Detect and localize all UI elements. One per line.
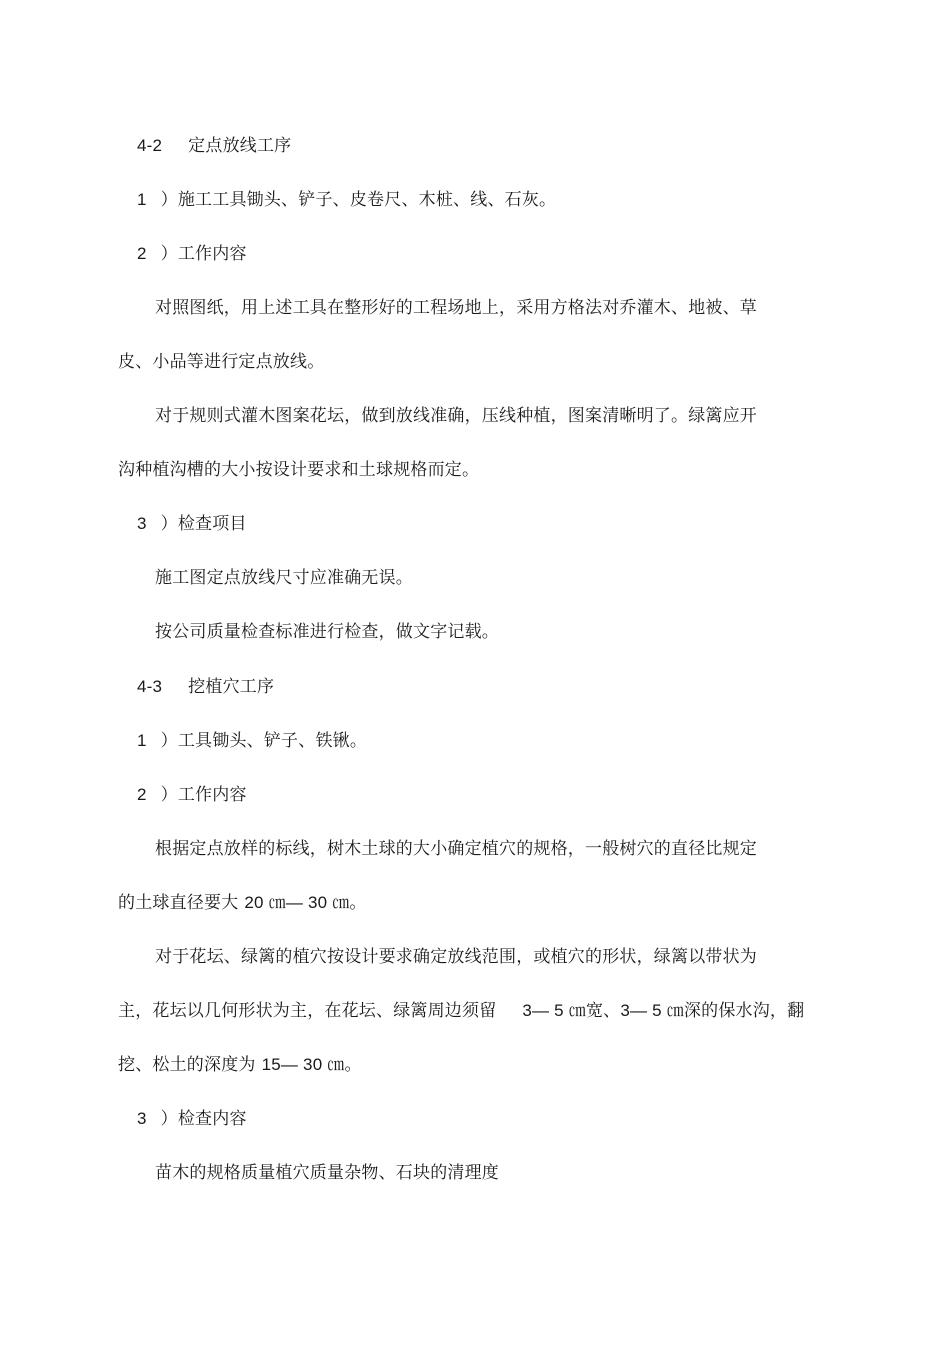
section-heading-4-2 (137, 135, 291, 157)
paragraph-line: 按公司质量检查标准进行检查，做文字记载。 (155, 622, 499, 642)
list-item: 2 ）工作内容 (137, 785, 247, 805)
paragraph-line: 挖、松土的深度为 15— 30 ㎝。 (118, 1055, 362, 1075)
paragraph-line: 对照图纸，用上述工具在整形好的工程场地上，采用方格法对乔灌木、地被、草 (155, 298, 757, 318)
paragraph-line: 沟种植沟槽的大小按设计要求和土球规格而定。 (118, 460, 480, 480)
paragraph-line: 苗木的规格质量植穴质量杂物、石块的清理度 (155, 1163, 499, 1183)
list-item: 1 ）施工工具锄头、铲子、皮卷尺、木桩、线、石灰。 (137, 190, 557, 210)
paragraph-line: 对于花坛、绿篱的植穴按设计要求确定放线范围，或植穴的形状，绿篱以带状为 (155, 947, 757, 967)
section-title: 挖植穴工序 (188, 677, 275, 697)
list-item: 1 ）工具锄头、铲子、铁锹。 (137, 731, 368, 751)
section-heading-4-3 (137, 676, 274, 698)
list-item: 3 ）检查内容 (137, 1109, 247, 1129)
paragraph-line: 对于规则式灌木图案花坛，做到放线准确，压线种植，图案清晰明了。绿篱应开 (155, 406, 757, 426)
section-number: 4-2 (137, 136, 163, 155)
paragraph-line: 根据定点放样的标线，树木土球的大小确定植穴的规格，一般树穴的直径比规定 (155, 839, 757, 859)
list-item: 3 ）检查项目 (137, 514, 247, 534)
paragraph-line: 主，花坛以几何形状为主，在花坛、绿篱周边须留 3— 5 ㎝宽、3— 5 ㎝深的保水沟，翻 (118, 1001, 805, 1021)
paragraph-line: 的土球直径要大 20 ㎝— 30 ㎝。 (118, 893, 367, 913)
section-number: 4-3 (137, 677, 163, 696)
list-item: 2 ）工作内容 (137, 244, 247, 264)
section-title: 定点放线工序 (188, 136, 292, 156)
paragraph-line: 施工图定点放线尺寸应准确无误。 (155, 568, 413, 588)
paragraph-line: 皮、小品等进行定点放线。 (118, 352, 325, 372)
